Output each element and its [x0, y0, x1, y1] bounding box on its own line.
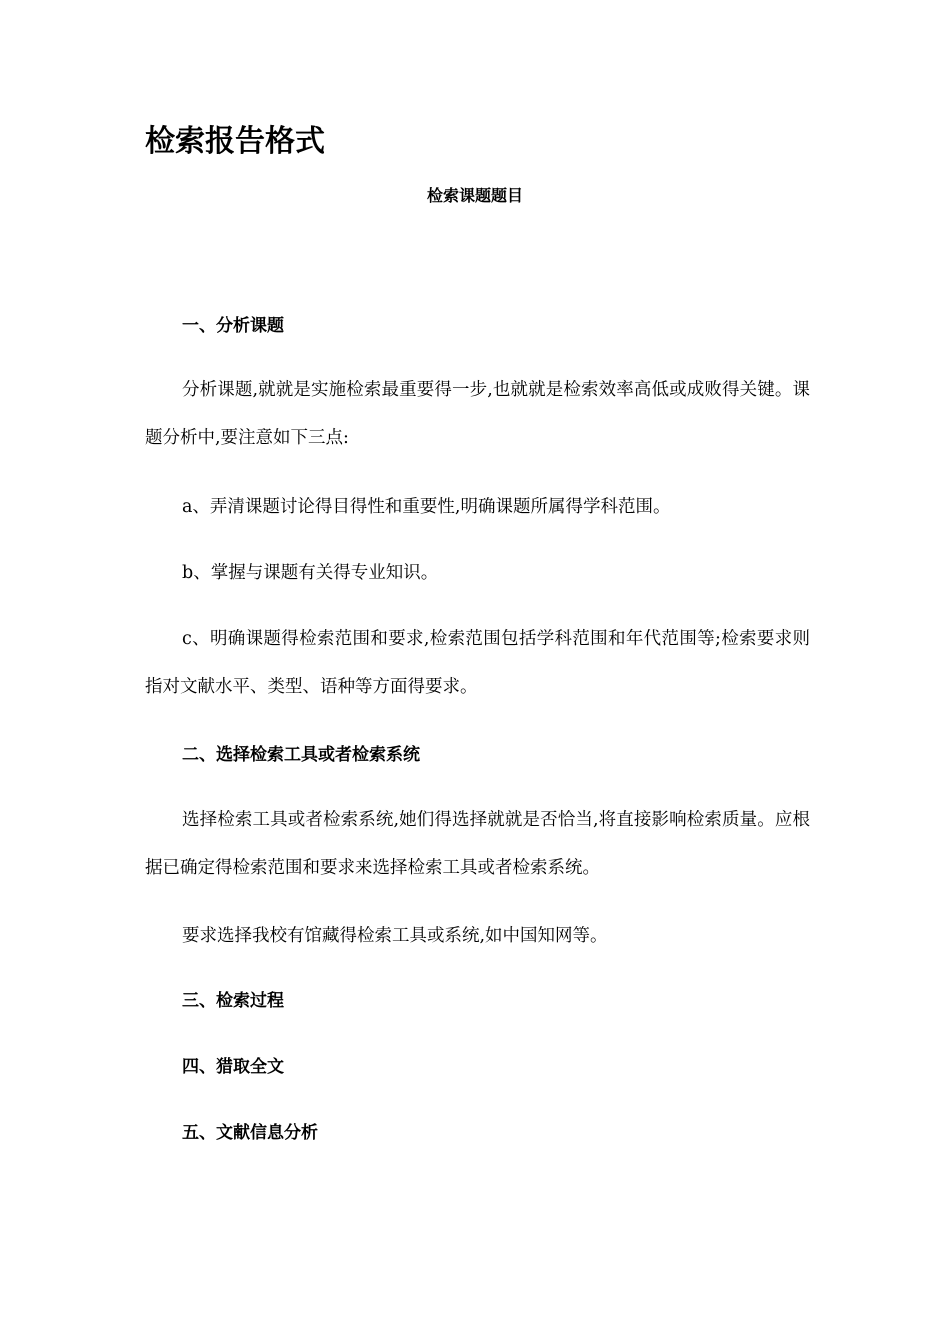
- paragraph-analyze-intro: 分析课题,就就是实施检索最重要得一步,也就就是检索效率高低或成败得关键。课题分析中,要注意如下三点:: [145, 380, 810, 448]
- paragraph-point-b: b、掌握与课题有关得专业知识。: [182, 563, 439, 583]
- section-heading-get-fulltext: 四、猎取全文: [182, 1057, 284, 1077]
- paragraph-select-tools: 选择检索工具或者检索系统,她们得选择就就是否恰当,将直接影响检索质量。应根据已确定得检索范围和要求来选择检索工具或者检索系统。: [145, 810, 810, 878]
- section-heading-info-analysis: 五、文献信息分析: [182, 1123, 318, 1143]
- section-heading-select-tools: 二、选择检索工具或者检索系统: [182, 745, 420, 765]
- paragraph-point-c: c、明确课题得检索范围和要求,检索范围包括学科范围和年代范围等;检索要求则指对文献水平、类型、语种等方面得要求。: [145, 629, 810, 697]
- paragraph-library-requirement: 要求选择我校有馆藏得检索工具或系统,如中国知网等。: [182, 926, 608, 946]
- paragraph-point-a: a、弄清课题讨论得目得性和重要性,明确课题所属得学科范围。: [182, 497, 671, 517]
- section-heading-analyze-topic: 一、分析课题: [182, 316, 284, 336]
- section-heading-search-process: 三、检索过程: [182, 991, 284, 1011]
- topic-title: 检索课题题目: [426, 186, 523, 205]
- document-title: 检索报告格式: [145, 124, 325, 159]
